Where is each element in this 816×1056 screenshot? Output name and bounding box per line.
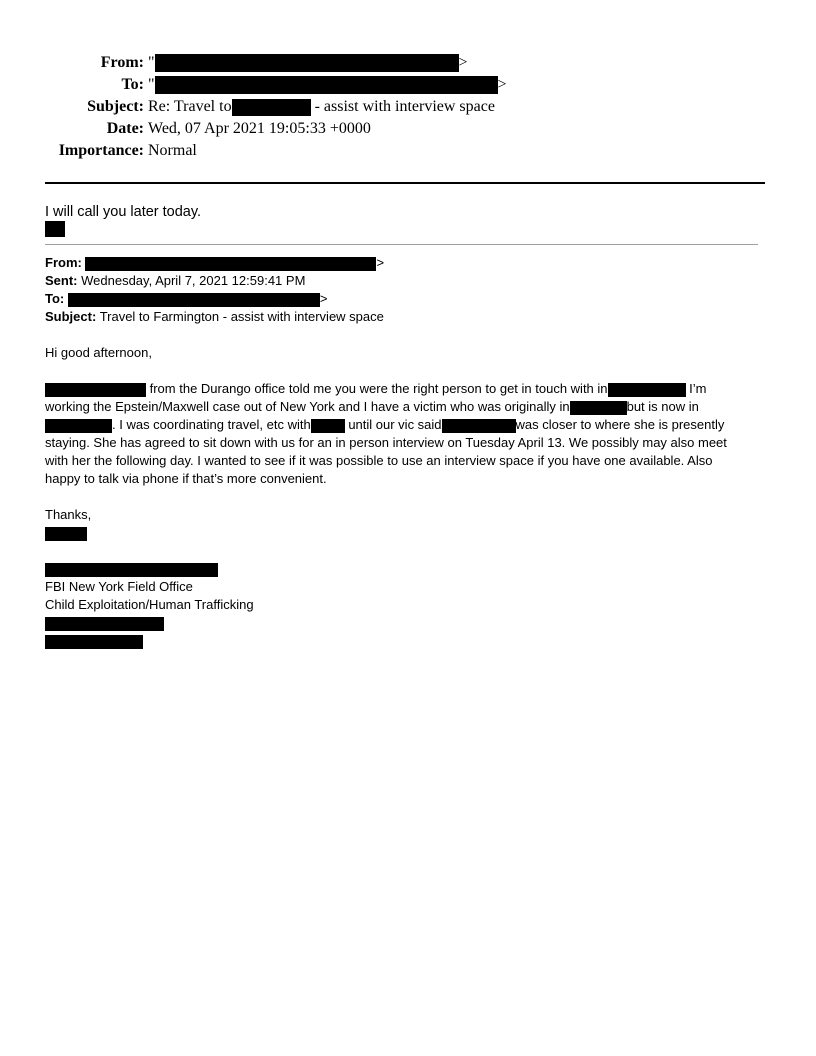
redaction-box [45, 635, 143, 649]
orig-subject-row [45, 308, 765, 326]
orig-from-label: From: [45, 255, 82, 270]
date-row [0, 118, 816, 140]
orig-sent-value: Wednesday, April 7, 2021 12:59:41 PM [81, 273, 306, 288]
body-text: I’m [685, 381, 707, 396]
redaction-box [311, 419, 345, 433]
body-text: happy to talk via phone if that’s more convenient. [45, 471, 327, 486]
signature-office: FBI New York Field Office [45, 579, 193, 594]
redaction-box [45, 617, 164, 631]
signature-unit: Child Exploitation/Human Trafficking [45, 597, 254, 612]
date-value: Wed, 07 Apr 2021 19:05:33 +0000 [148, 120, 371, 137]
greeting: Hi good afternoon, [45, 345, 152, 360]
body-text: but is now in [626, 399, 699, 414]
from-label: From: [100, 54, 144, 71]
subject-row [0, 96, 816, 118]
from-row [0, 52, 816, 74]
to-bracket: > [497, 76, 507, 93]
orig-to-label: To: [45, 291, 65, 306]
from-quote: " [148, 54, 155, 71]
redaction-box [45, 527, 87, 541]
body-text: from the Durango office told me you were the right person to get in touch with in [146, 381, 608, 396]
message-body [45, 380, 765, 488]
orig-from-bracket: > [376, 255, 385, 270]
subject-text-rest: - assist with interview space [310, 98, 495, 115]
original-message [45, 254, 765, 650]
orig-to-bracket: > [319, 291, 328, 306]
orig-sent-row [45, 272, 765, 290]
date-label: Date: [106, 120, 144, 137]
redaction-box [155, 54, 459, 72]
header-divider [45, 182, 765, 184]
redaction-box [68, 293, 320, 307]
redaction-box [155, 76, 498, 94]
orig-from-row [45, 254, 765, 272]
body-text: with her the following day. I wanted to see if it was possible to use an interview space if you have one available. Also [45, 453, 713, 468]
redaction-box [45, 221, 65, 237]
from-bracket: > [458, 54, 468, 71]
subject-text: Re: Travel to [148, 98, 232, 115]
body-text: . I was coordinating travel, etc with [112, 417, 311, 432]
body-text: working the Epstein/Maxwell case out of New York and I have a victim who was originally in [45, 399, 570, 414]
redaction-box [232, 99, 311, 116]
to-label: To: [121, 76, 144, 93]
reply-text: I will call you later today. [45, 204, 202, 220]
importance-row [0, 140, 816, 162]
importance-value: Normal [148, 142, 197, 159]
redaction-box [442, 419, 516, 433]
subject-label: Subject: [87, 98, 144, 115]
message-divider [45, 244, 758, 245]
body-text: staying. She has agreed to sit down with us for an in person interview on Tuesday April 13. We possibly may also meet [45, 435, 727, 450]
importance-label: Importance: [58, 142, 144, 159]
sign-off: Thanks, [45, 507, 92, 522]
redaction-box [45, 563, 218, 577]
orig-subject-label: Subject: [45, 309, 97, 324]
body-text: was closer to where she is presently [515, 417, 725, 432]
orig-sent-label: Sent: [45, 273, 78, 288]
redaction-box [85, 257, 376, 271]
body-text: until our vic said [344, 417, 442, 432]
orig-to-row [45, 290, 765, 308]
orig-subject-value: Travel to Farmington - assist with interview space [99, 309, 384, 324]
redaction-box [570, 401, 627, 415]
email-header [0, 52, 816, 162]
redaction-box [608, 383, 686, 397]
to-row [0, 74, 816, 96]
to-quote: " [148, 76, 155, 93]
redaction-box [45, 383, 146, 397]
redaction-box [45, 419, 112, 433]
